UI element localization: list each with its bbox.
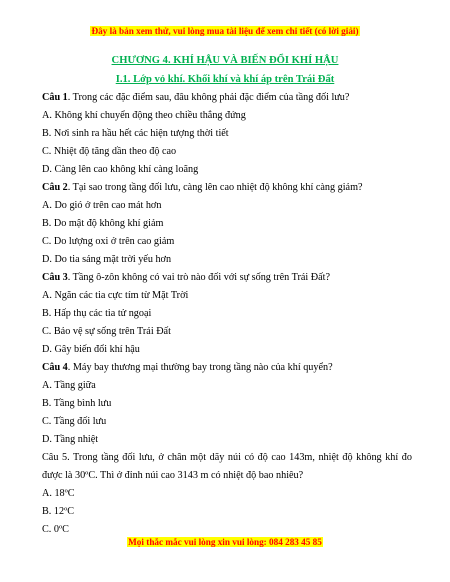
question-block (42, 359, 412, 449)
answer-option: D. Do tia sáng mặt trời yếu hơn (42, 254, 172, 265)
preview-notice-text: Đây là bản xem thử, vui lòng mua tài liệu để xem chi tiết (có lời giải) (91, 26, 359, 36)
answer-option: D. Càng lên cao không khí càng loãng (42, 164, 199, 175)
question-stem (42, 269, 412, 287)
question-text: . Trong tầng đối lưu, ở chân một dãy núi có độ cao 143m, nhiệt độ không khí đo được là 30ºC. Thì ở đỉnh núi cao 3143 m có nhiệt độ bao nhiêu? (42, 452, 412, 481)
preview-notice-banner (0, 26, 450, 36)
answer-option: B. Nơi sinh ra hầu hết các hiện tượng thời tiết (42, 128, 229, 139)
answer-option: B. Do mật độ không khí giảm (42, 218, 164, 229)
question-block (42, 269, 412, 359)
question-label: Câu 3 (42, 272, 68, 283)
question-text: . Tầng ô-zôn không có vai trò nào đối với sự sống trên Trái Đất? (67, 272, 331, 283)
answer-option: C. Do lượng oxi ở trên cao giảm (42, 236, 175, 247)
answer-option: B. Tầng bình lưu (42, 398, 112, 409)
chapter-title: CHƯƠNG 4. KHÍ HẬU VÀ BIẾN ĐỔI KHÍ HẬU (111, 55, 339, 66)
answer-option: C. 0ºC (42, 524, 69, 535)
question-text: . Tại sao trong tầng đối lưu, càng lên cao nhiệt độ không khí càng giảm? (67, 182, 363, 193)
contact-footer-text: Mọi thắc mắc vui lòng xin vui lòng: 084 283 45 85 (128, 537, 322, 547)
answer-option: D. Gây biến đổi khí hậu (42, 344, 140, 355)
answer-option: C. Nhiệt độ tăng dần theo độ cao (42, 146, 177, 157)
answer-option: A. Ngăn các tia cực tím từ Mặt Trời (42, 290, 189, 301)
question-label: Câu 2 (42, 182, 68, 193)
answer-option: C. Tầng đối lưu (42, 416, 107, 427)
section-title: I.1. Lớp vỏ khí. Khối khí và khí áp trên Trái Đất (115, 74, 335, 85)
question-text: . Máy bay thương mại thường bay trong tầng nào của khí quyển? (67, 362, 333, 373)
answer-option: C. Bảo vệ sự sống trên Trái Đất (42, 326, 171, 337)
answer-option: B. Hấp thụ các tia tử ngoại (42, 308, 152, 319)
answer-option: A. Tầng giữa (42, 380, 96, 391)
answer-option: A. Do gió ở trên cao mát hơn (42, 200, 162, 211)
question-stem (42, 89, 412, 107)
question-stem (42, 449, 412, 485)
answer-option: A. Không khí chuyển động theo chiều thẳng đứng (42, 110, 246, 121)
question-label: Câu 5 (42, 452, 68, 463)
question-block (42, 449, 412, 539)
question-text: . Trong các đặc điểm sau, đâu không phải đặc điểm của tầng đối lưu? (67, 92, 350, 103)
answer-option: D. Tầng nhiệt (42, 434, 99, 445)
question-list (42, 89, 412, 539)
contact-footer-banner (0, 537, 450, 547)
question-block (42, 179, 412, 269)
answer-option: A. 18ºC (42, 488, 75, 499)
question-stem (42, 359, 412, 377)
answer-option: B. 12ºC (42, 506, 75, 517)
question-stem (42, 179, 412, 197)
question-block (42, 89, 412, 179)
question-label: Câu 4 (42, 362, 68, 373)
question-label: Câu 1 (42, 92, 68, 103)
